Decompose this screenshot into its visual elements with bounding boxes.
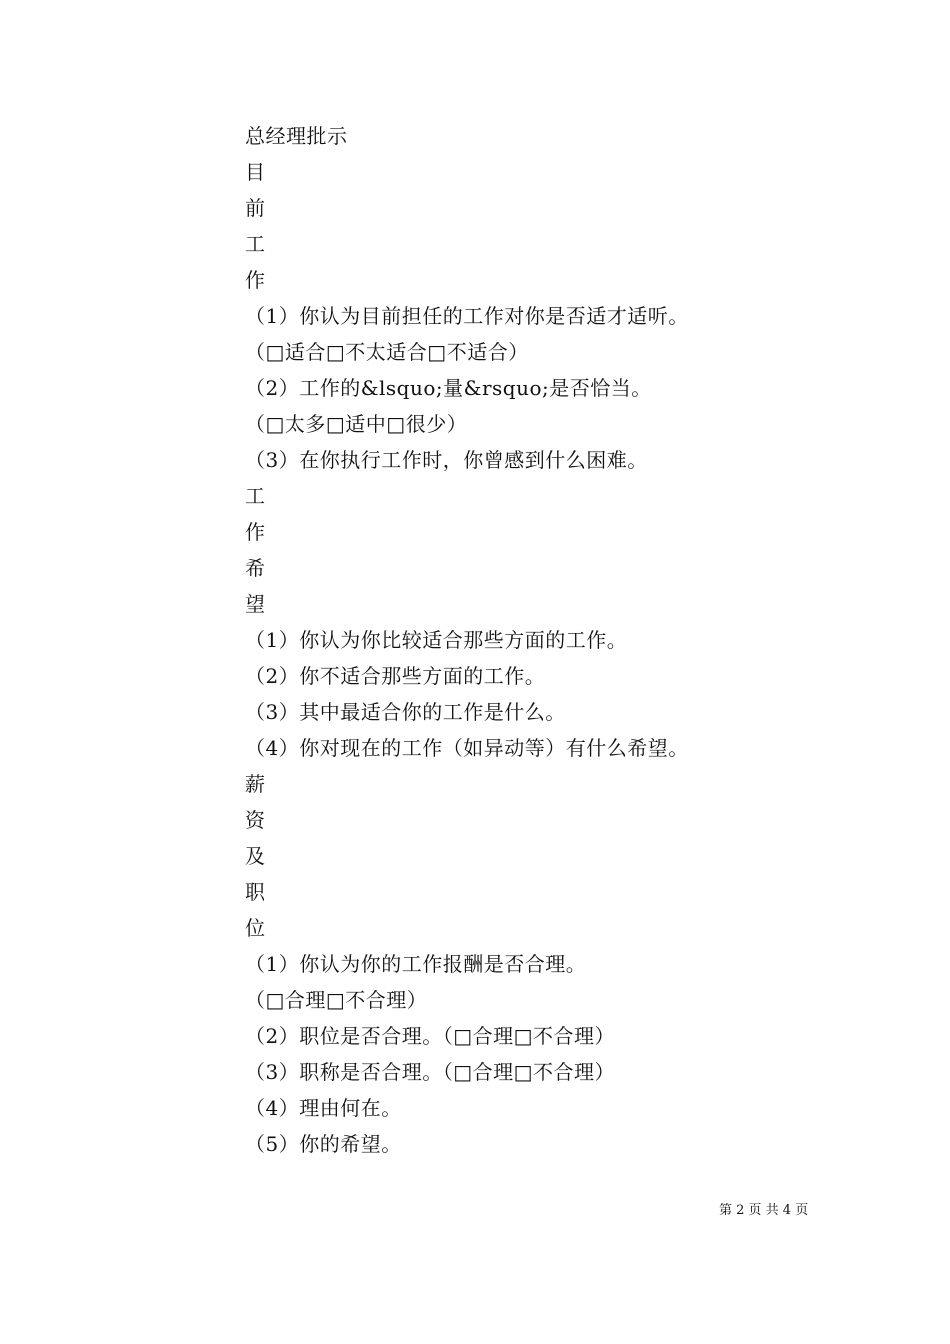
- section-label-char: 目: [245, 160, 266, 184]
- section-label-char: 工: [245, 232, 266, 256]
- section-label-char: 作: [245, 268, 266, 292]
- section-label-char: 作: [245, 520, 266, 544]
- question-text: （2）你不适合那些方面的工作。: [245, 664, 546, 688]
- question-text: （4）你对现在的工作（如异动等）有什么希望。: [245, 736, 689, 760]
- question-text: （2）工作的&lsquo;量&rsquo;是否恰当。: [245, 376, 652, 400]
- answer-options: （□合理□不合理）: [245, 988, 428, 1012]
- section-label-char: 望: [245, 592, 266, 616]
- answer-options: （□太多□适中□很少）: [245, 412, 468, 436]
- question-text: （3）在你执行工作时，你曾感到什么困难。: [245, 448, 648, 472]
- document-body: [245, 118, 805, 1162]
- page-number: 第 2 页 共 4 页: [719, 1203, 809, 1218]
- section-label-char: 工: [245, 484, 266, 508]
- question-text: （3）其中最适合你的工作是什么。: [245, 700, 566, 724]
- section-label-char: 前: [245, 196, 266, 220]
- question-text: （4）理由何在。: [245, 1096, 402, 1120]
- question-text: （1）你认为目前担任的工作对你是否适才适听。: [245, 304, 689, 328]
- section-heading-approval: 总经理批示: [245, 124, 348, 148]
- section-label-char: 职: [245, 880, 266, 904]
- section-label-char: 希: [245, 556, 266, 580]
- question-text: （1）你认为你的工作报酬是否合理。: [245, 952, 587, 976]
- question-text: （3）职称是否合理。（□合理□不合理）: [245, 1060, 616, 1084]
- question-text: （2）职位是否合理。（□合理□不合理）: [245, 1024, 616, 1048]
- answer-options: （□适合□不太适合□不适合）: [245, 340, 529, 364]
- section-label-char: 资: [245, 808, 266, 832]
- section-label-char: 薪: [245, 772, 266, 796]
- section-label-char: 位: [245, 916, 266, 940]
- section-label-char: 及: [245, 844, 266, 868]
- question-text: （1）你认为你比较适合那些方面的工作。: [245, 628, 628, 652]
- question-text: （5）你的希望。: [245, 1132, 402, 1156]
